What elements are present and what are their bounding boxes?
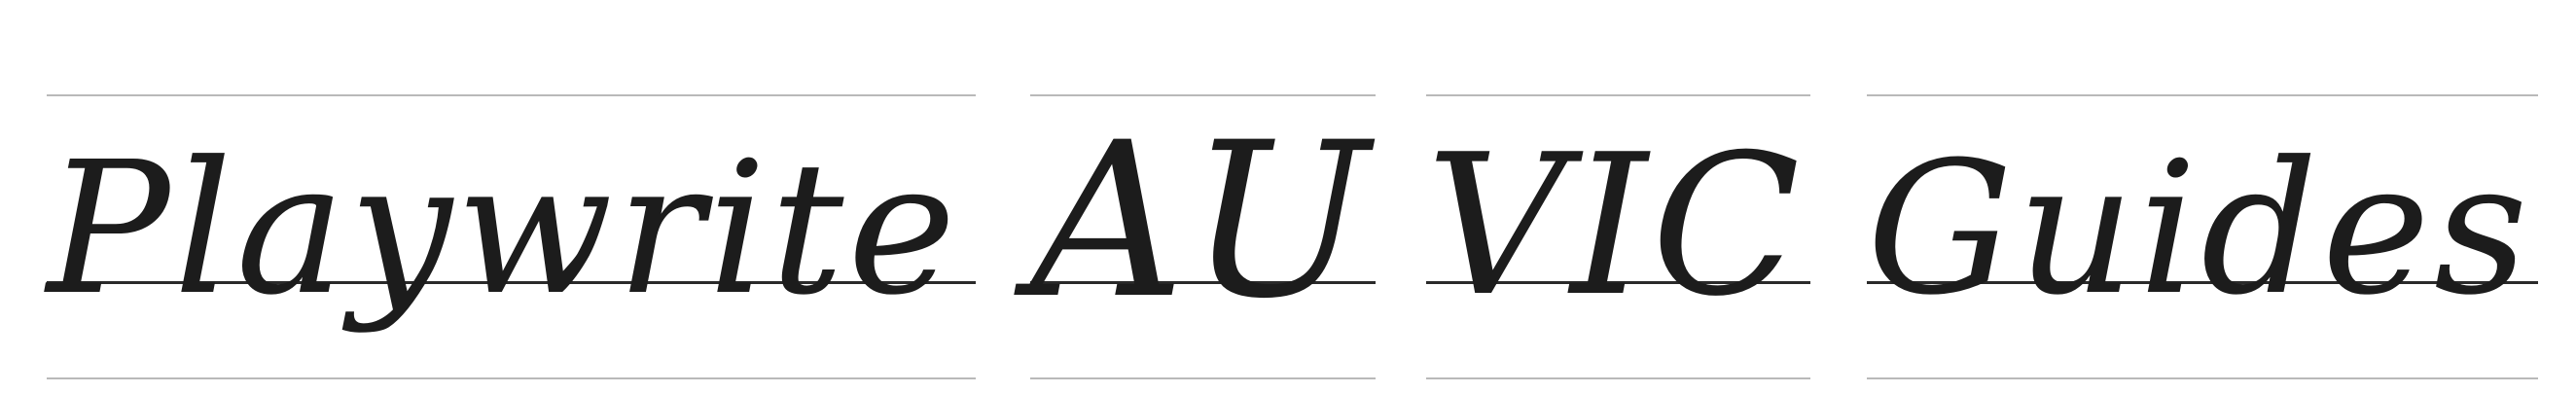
guide-line-descender — [1030, 377, 1376, 379]
specimen-word-playwrite — [47, 0, 976, 394]
guide-line-top — [1867, 94, 2538, 96]
word-text: Guides — [1867, 123, 2532, 337]
guide-line-descender — [1426, 377, 1810, 379]
guide-line-descender — [1867, 377, 2538, 379]
guide-line-top — [1426, 94, 1810, 96]
specimen-word-guides — [1867, 0, 2538, 394]
word-text: VIC — [1426, 113, 1805, 340]
guide-line-top — [47, 94, 976, 96]
specimen-word-au — [1030, 0, 1376, 394]
word-text: Playwrite — [47, 123, 960, 337]
word-text: AU — [1030, 96, 1374, 346]
specimen-word-vic — [1426, 0, 1810, 394]
guide-line-descender — [47, 377, 976, 379]
